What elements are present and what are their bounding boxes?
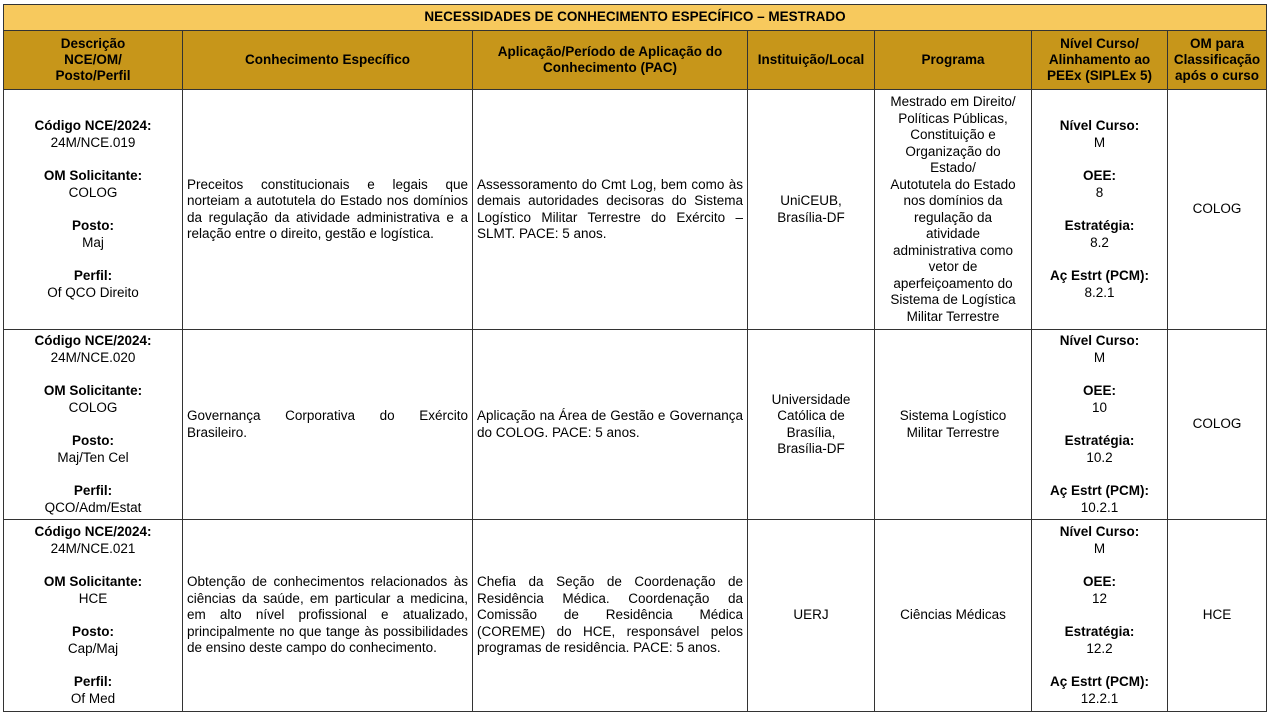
desc-cell: Código NCE/2024: 24M/NCE.021 OM Solicitante: HCE Posto: Cap/Maj Perfil: Of Med — [4, 520, 183, 712]
nce-table — [3, 4, 1267, 712]
header-nivel: Nível Curso/ Alinhamento ao PEEx (SIPLEx 5) — [1032, 31, 1168, 90]
table-title: NECESSIDADES DE CONHECIMENTO ESPECÍFICO – MESTRADO — [4, 5, 1267, 31]
om-classificacao-cell: COLOG — [1168, 90, 1267, 330]
aplicacao-cell: Assessoramento do Cmt Log, bem como às demais autoridades decisoras do Sistema Logístico Militar Terrestre do Exército – SLMT. PACE: 5 anos. — [473, 90, 748, 330]
desc-cell: Código NCE/2024: 24M/NCE.020 OM Solicitante: COLOG Posto: Maj/Ten Cel Perfil: QCO/Adm/Estat — [4, 330, 183, 520]
header-descricao: Descrição NCE/OM/ Posto/Perfil — [4, 31, 183, 90]
instituicao-cell: UERJ — [748, 520, 875, 712]
om-classificacao-cell: HCE — [1168, 520, 1267, 712]
programa-cell: Ciências Médicas — [875, 520, 1032, 712]
aplicacao-cell: Aplicação na Área de Gestão e Governança do COLOG. PACE: 5 anos. — [473, 330, 748, 520]
header-programa: Programa — [875, 31, 1032, 90]
nivel-cell: Nível Curso: M OEE: 12 Estratégia: 12.2 Aç Estrt (PCM): 12.2.1 — [1032, 520, 1168, 712]
conhecimento-cell: Obtenção de conhecimentos relacionados às ciências da saúde, em particular a medicina, em alto nível profissional e atualizado, principalmente no que tange às possibilidades de ensino deste campo do conhecimento. — [183, 520, 473, 712]
table-row — [4, 330, 1267, 520]
nivel-cell: Nível Curso: M OEE: 10 Estratégia: 10.2 Aç Estrt (PCM): 10.2.1 — [1032, 330, 1168, 520]
instituicao-cell: Universidade Católica de Brasília, Brasília-DF — [748, 330, 875, 520]
table-row — [4, 90, 1267, 330]
header-aplicacao: Aplicação/Período de Aplicação do Conhecimento (PAC) — [473, 31, 748, 90]
header-conhecimento: Conhecimento Específico — [183, 31, 473, 90]
header-om: OM para Classificação após o curso — [1168, 31, 1267, 90]
header-instituicao: Instituição/Local — [748, 31, 875, 90]
programa-cell: Sistema Logístico Militar Terrestre — [875, 330, 1032, 520]
conhecimento-cell: Governança Corporativa do Exército Brasileiro. — [183, 330, 473, 520]
programa-cell: Mestrado em Direito/ Políticas Públicas, Constituição e Organização do Estado/ Autotutela do Estado nos domínios da regulação da atividade administrativa como vetor de aperfeiçoamento do Sistema de Logística Militar Terrestre — [875, 90, 1032, 330]
instituicao-cell: UniCEUB, Brasília-DF — [748, 90, 875, 330]
nivel-cell: Nível Curso: M OEE: 8 Estratégia: 8.2 Aç Estrt (PCM): 8.2.1 — [1032, 90, 1168, 330]
conhecimento-cell: Preceitos constitucionais e legais que norteiam a autotutela do Estado nos domínios da regulação da atividade administrativa e a relação entre o direito, gestão e logística. — [183, 90, 473, 330]
aplicacao-cell: Chefia da Seção de Coordenação de Residência Médica. Coordenação da Comissão de Residência Médica (COREME) do HCE, responsável pelos programas de residência. PACE: 5 anos. — [473, 520, 748, 712]
table-row — [4, 520, 1267, 712]
desc-cell: Código NCE/2024: 24M/NCE.019 OM Solicitante: COLOG Posto: Maj Perfil: Of QCO Direito — [4, 90, 183, 330]
om-classificacao-cell: COLOG — [1168, 330, 1267, 520]
